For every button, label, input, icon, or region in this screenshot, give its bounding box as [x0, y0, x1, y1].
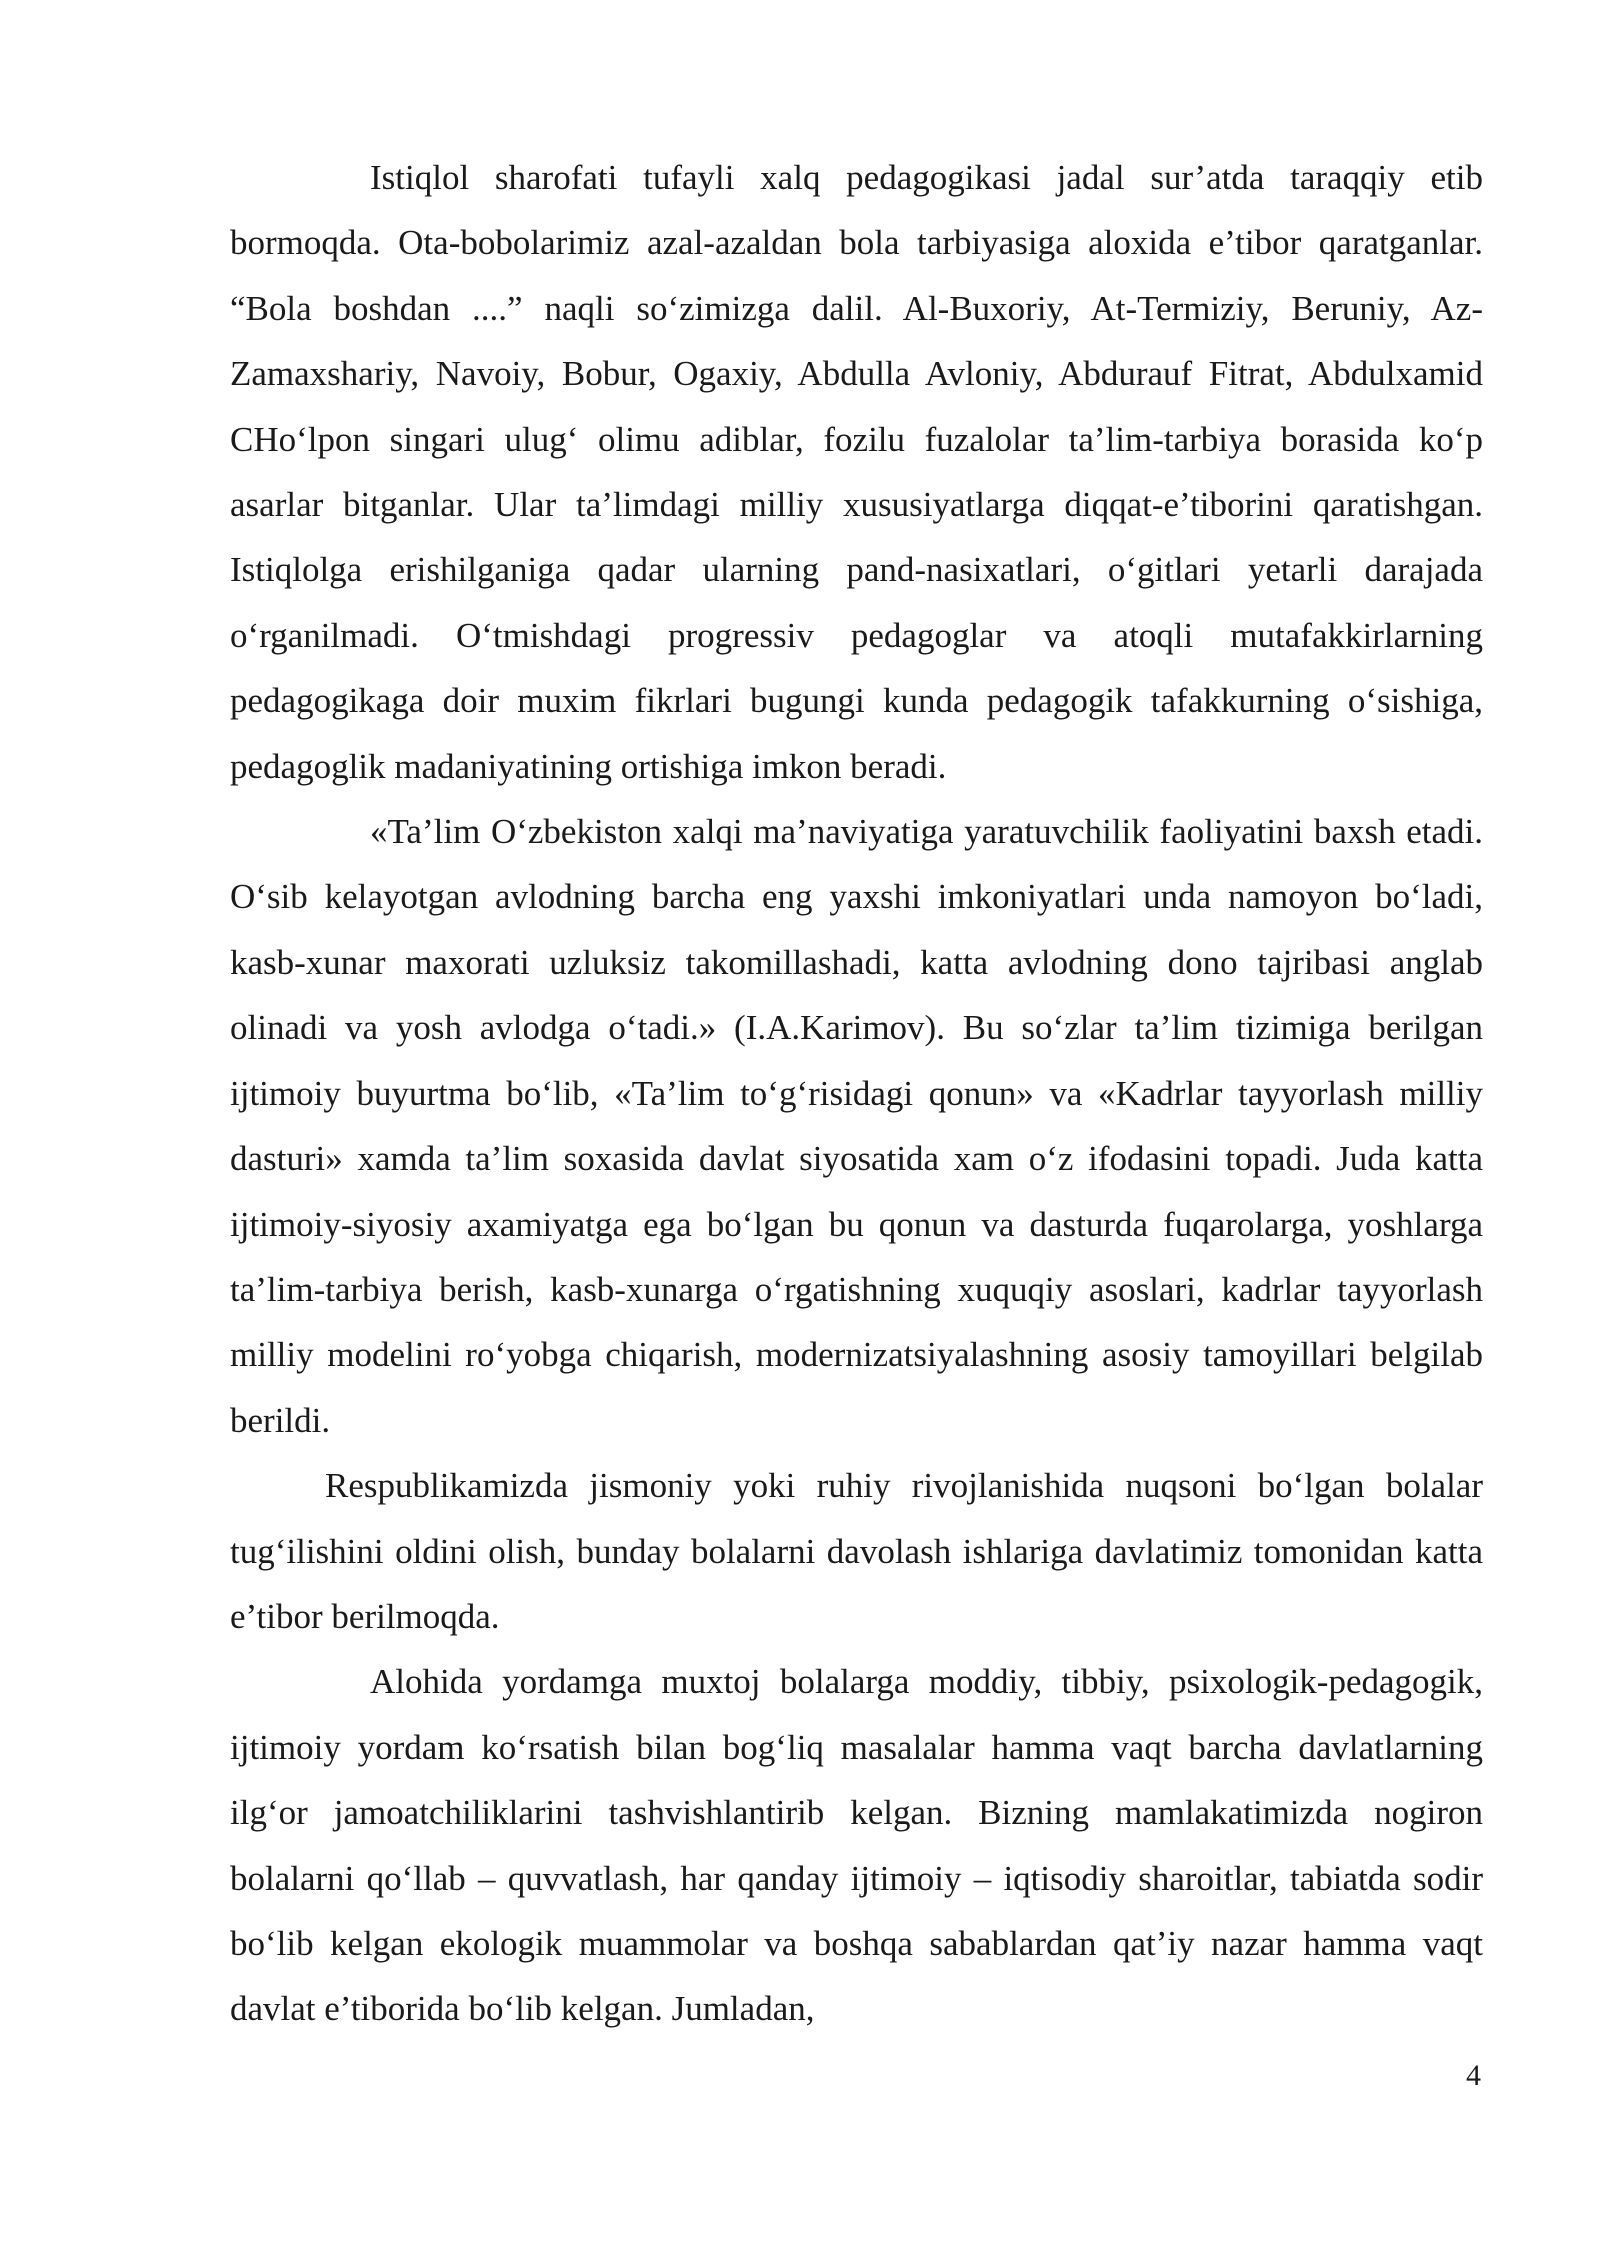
paragraph-3: Respublikamizda jismoniy yoki ruhiy rivojlanishida nuqsoni bo‘lgan bolalar tug‘ilishini oldini olish, bunday bolalarni davolash ishlariga davlatimiz tomonidan katta e’tibor berilmoqda.: [230, 1466, 1483, 1636]
paragraph-1: Istiqlol sharofati tufayli xalq pedagogikasi jadal sur’atda taraqqiy etib bormoqda. Ota-bobolarimiz azal-azaldan bola tarbiyasiga aloxida e’tibor qaratganlar. “Bola boshdan ....” naqli so‘zimizga dalil. Al-Buxoriy, At-Termiziy, Beruniy, Az-Zamaxshariy, Navoiy, Bobur, Ogaxiy, Abdulla Avloniy, Abdurauf Fitrat, Abdulxamid CHo‘lpon singari ulug‘ olimu adiblar, fozilu fuzalolar ta’lim-tarbiya borasida ko‘p asarlar bitganlar. Ular ta’limdagi milliy xususiyatlarga diqqat-e’tiborini qaratishgan. Istiqlolga erishilganiga qadar ularning pand-nasixatlari, o‘gitlari yetarli darajada o‘rganilmadi. O‘tmishdagi progressiv pedagoglar va atoqli mutafakkirlarning pedagogikaga doir muxim fikrlari bugungi kunda pedagogik tafakkurning o‘sishiga, pedagoglik madaniyatining ortishiga imkon beradi.: [230, 158, 1483, 786]
document-page: [230, 145, 1483, 2042]
page-number: 4: [1466, 2059, 1481, 2092]
paragraph-2: «Ta’lim O‘zbekiston xalqi ma’naviyatiga yaratuvchilik faoliyatini baxsh etadi. O‘sib kelayotgan avlodning barcha eng yaxshi imkoniyatlari unda namoyon bo‘ladi, kasb-xunar maxorati uzluksiz takomillashadi, katta avlodning dono tajribasi anglab olinadi va yosh avlodga o‘tadi.» (I.A.Karimov). Bu so‘zlar ta’lim tizimiga berilgan ijtimoiy buyurtma bo‘lib, «Ta’lim to‘g‘risidagi qonun» va «Kadrlar tayyorlash milliy dasturi» xamda ta’lim soxasida davlat siyosatida xam o‘z ifodasini topadi. Juda katta ijtimoiy-siyosiy axamiyatga ega bo‘lgan bu qonun va dasturda fuqarolarga, yoshlarga ta’lim-tarbiya berish, kasb-xunarga o‘rgatishning xuquqiy asoslari, kadrlar tayyorlash milliy modelini ro‘yobga chiqarish, modernizatsiyalashning asosiy tamoyillari belgilab berildi.: [230, 812, 1483, 1440]
paragraph-4: Alohida yordamga muxtoj bolalarga moddiy, tibbiy, psixologik-pedagogik, ijtimoiy yordam ko‘rsatish bilan bog‘liq masalalar hamma vaqt barcha davlatlarning ilg‘or jamoatchiliklarini tashvishlantirib kelgan. Bizning mamlakatimizda nogiron bolalarni qo‘llab – quvvatlash, har qanday ijtimoiy – iqtisodiy sharoitlar, tabiatda sodir bo‘lib kelgan ekologik muammolar va boshqa sabablardan qat’iy nazar hamma vaqt davlat e’tiborida bo‘lib kelgan. Jumladan,: [230, 1662, 1483, 2029]
